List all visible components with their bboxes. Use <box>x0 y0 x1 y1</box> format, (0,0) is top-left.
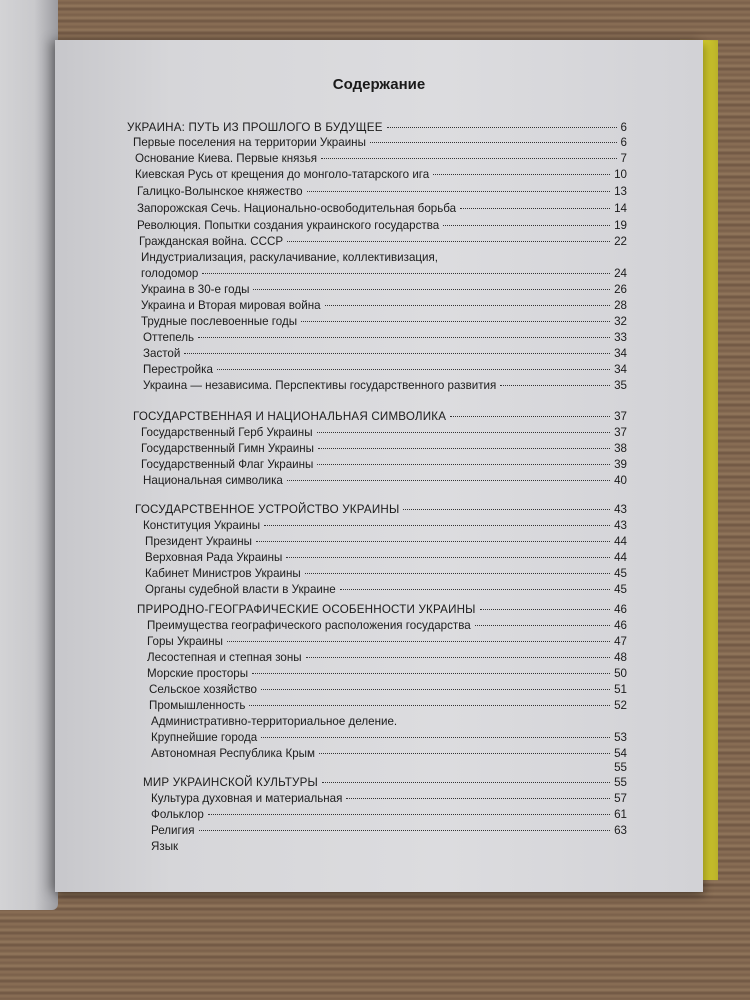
toc-entry-page-number: 35 <box>614 379 627 392</box>
book-page <box>55 40 703 892</box>
toc-entry-label: Застой <box>143 347 181 360</box>
toc-entry-page-number: 34 <box>614 363 627 376</box>
toc-entry-page-number: 39 <box>614 458 627 471</box>
toc-entry-label: Киевская Русь от крещения до монголо-татарского ига <box>135 168 430 181</box>
toc-entry-page-number: 6 <box>620 121 627 134</box>
toc-entry-page-number: 28 <box>614 299 627 312</box>
toc-entry-label: Украина — независима. Перспективы государственного развития <box>143 379 497 392</box>
toc-entry <box>145 551 627 565</box>
dot-leader <box>217 369 610 370</box>
toc-entry-label: Кабинет Министров Украины <box>145 567 301 580</box>
toc-entry <box>145 535 627 549</box>
toc-entry <box>151 731 627 745</box>
toc-entry <box>145 583 627 597</box>
toc-entry-page-number: 43 <box>614 503 627 516</box>
dot-leader <box>199 830 611 831</box>
toc-entry-page-number: 46 <box>614 619 627 632</box>
toc-entry <box>141 315 627 329</box>
toc-entry <box>137 185 627 199</box>
toc-entry <box>141 299 627 313</box>
toc-entry-label: Конституция Украины <box>143 519 261 532</box>
toc-entry-label: голодомор <box>141 267 199 280</box>
toc-entry-label: Верховная Рада Украины <box>145 551 283 564</box>
toc-entry <box>141 458 627 472</box>
toc-entry-page-number: 37 <box>614 410 627 423</box>
dot-leader <box>443 225 610 226</box>
toc-entry-page-number: 50 <box>614 667 627 680</box>
toc-entry <box>141 283 627 297</box>
dot-leader <box>306 657 610 658</box>
toc-entry <box>147 635 627 649</box>
toc-entry-page-number: 46 <box>614 603 627 616</box>
toc-entry-page-number: 14 <box>614 202 627 215</box>
toc-entry <box>151 792 627 806</box>
toc-entry-page-number: 34 <box>614 347 627 360</box>
toc-entry-label: Государственный Герб Украины <box>141 426 313 439</box>
dot-leader <box>317 432 611 433</box>
toc-entry-page-number: 33 <box>614 331 627 344</box>
toc-entry <box>135 152 627 166</box>
toc-entry-page-number: 45 <box>614 583 627 596</box>
dot-leader <box>387 127 617 128</box>
toc-entry-label: ГОСУДАРСТВЕННАЯ И НАЦИОНАЛЬНАЯ СИМВОЛИКА <box>133 410 447 423</box>
toc-entry-label: Религия <box>151 824 195 837</box>
toc-entry-label: Галицко-Волынское княжество <box>137 185 303 198</box>
toc-entry <box>143 331 627 345</box>
dot-leader <box>184 353 610 354</box>
table-of-contents <box>55 40 703 892</box>
toc-entry-label: Национальная символика <box>143 474 283 487</box>
toc-entry-page-number: 54 <box>614 747 627 760</box>
toc-entry-label: Административно-территориальное деление. <box>151 715 398 728</box>
toc-entry-label: Перестройка <box>143 363 213 376</box>
dot-leader <box>433 174 610 175</box>
toc-entry-page-number: 52 <box>614 699 627 712</box>
toc-entry-page-number: 44 <box>614 551 627 564</box>
toc-section-entry <box>127 121 627 135</box>
toc-entry <box>141 267 627 281</box>
toc-entry <box>151 824 627 838</box>
dot-leader <box>450 416 610 417</box>
toc-entry <box>151 761 627 775</box>
toc-entry <box>147 667 627 681</box>
toc-entry-page-number: 48 <box>614 651 627 664</box>
toc-entry-label: Гражданская война. СССР <box>139 235 284 248</box>
toc-entry-label: Сельское хозяйство <box>149 683 257 696</box>
toc-entry-page-number: 45 <box>614 567 627 580</box>
toc-entry-label: Лесостепная и степная зоны <box>147 651 302 664</box>
dot-leader <box>253 289 610 290</box>
toc-entry-page-number: 26 <box>614 283 627 296</box>
toc-entry-label: Морские просторы <box>147 667 249 680</box>
page-title: Содержание <box>332 76 426 93</box>
toc-entry-label: Горы Украины <box>147 635 223 648</box>
left-page-edge <box>0 0 58 910</box>
toc-entry-page-number: 37 <box>614 426 627 439</box>
toc-entry-label: ПРИРОДНО-ГЕОГРАФИЧЕСКИЕ ОСОБЕННОСТИ УКРАИНЫ <box>137 603 476 616</box>
toc-entry <box>149 699 627 713</box>
toc-entry-page-number: 44 <box>614 535 627 548</box>
toc-entry-label: Промышленность <box>149 699 246 712</box>
dot-leader <box>208 814 610 815</box>
dot-leader <box>261 737 610 738</box>
dot-leader <box>321 158 616 159</box>
toc-entry-label: Запорожская Сечь. Национально-освободительная борьба <box>137 202 457 215</box>
dot-leader <box>301 321 610 322</box>
dot-leader <box>325 305 611 306</box>
toc-entry-label: Государственный Гимн Украины <box>141 442 314 455</box>
dot-leader <box>256 541 610 542</box>
toc-entry-label: Украина в 30-е годы <box>141 283 250 296</box>
toc-entry-page-number: 57 <box>614 792 627 805</box>
dot-leader <box>305 573 610 574</box>
toc-entry-label: Индустриализация, раскулачивание, коллективизация, <box>141 251 439 264</box>
dot-leader <box>318 448 610 449</box>
dot-leader <box>198 337 610 338</box>
toc-section-entry <box>135 503 627 517</box>
toc-entry-page-number: 7 <box>620 152 627 165</box>
dot-leader <box>346 798 610 799</box>
toc-entry-page-number: 47 <box>614 635 627 648</box>
dot-leader <box>480 609 610 610</box>
toc-section-entry <box>137 603 627 617</box>
toc-entry-label: МИР УКРАИНСКОЙ КУЛЬТУРЫ <box>143 776 318 789</box>
toc-entry-label: Культура духовная и материальная <box>151 792 343 805</box>
dot-leader <box>307 191 611 192</box>
toc-entry-label: Государственный Флаг Украины <box>141 458 314 471</box>
toc-entry <box>139 235 627 249</box>
toc-entry-page-number: 32 <box>614 315 627 328</box>
toc-entry-label: Органы судебной власти в Украине <box>145 583 336 596</box>
dot-leader <box>460 208 610 209</box>
dot-leader <box>500 385 610 386</box>
toc-entry-page-number: 19 <box>614 219 627 232</box>
toc-entry-label: ГОСУДАРСТВЕННОЕ УСТРОЙСТВО УКРАИНЫ <box>135 503 400 516</box>
dot-leader <box>264 525 610 526</box>
toc-entry-label: Оттепель <box>143 331 195 344</box>
dot-leader <box>319 753 610 754</box>
toc-entry-page-number: 55 <box>614 761 627 774</box>
dot-leader <box>252 673 610 674</box>
toc-entry-label: Президент Украины <box>145 535 252 548</box>
toc-entry-label: Преимущества географического расположения государства <box>147 619 471 632</box>
toc-section-entry <box>133 410 627 424</box>
toc-entry <box>133 136 627 150</box>
toc-entry-page-number: 22 <box>614 235 627 248</box>
toc-entry-label: Автономная Республика Крым <box>151 747 315 760</box>
toc-entry <box>147 651 627 665</box>
toc-entry-page-number: 6 <box>620 136 627 149</box>
toc-entry <box>143 519 627 533</box>
toc-entry-label: Революция. Попытки создания украинского государства <box>137 219 440 232</box>
toc-entry <box>141 251 627 265</box>
dot-leader <box>403 509 610 510</box>
toc-entry-label: Основание Киева. Первые князья <box>135 152 318 165</box>
dot-leader <box>261 689 610 690</box>
dot-leader <box>227 641 610 642</box>
toc-entry <box>143 363 627 377</box>
dot-leader <box>249 705 610 706</box>
dot-leader <box>202 273 610 274</box>
toc-entry-label: Украина и Вторая мировая война <box>141 299 321 312</box>
toc-section-entry <box>143 776 627 790</box>
toc-entry-label: Крупнейшие города <box>151 731 258 744</box>
toc-entry <box>151 715 627 729</box>
toc-entry <box>151 808 627 822</box>
toc-entry-page-number: 61 <box>614 808 627 821</box>
toc-entry <box>145 567 627 581</box>
toc-entry-page-number: 55 <box>614 776 627 789</box>
toc-entry-label: Язык <box>151 840 179 853</box>
dot-leader <box>370 142 617 143</box>
toc-entry-page-number: 40 <box>614 474 627 487</box>
toc-entry <box>143 474 627 488</box>
toc-entry <box>137 202 627 216</box>
toc-entry-page-number: 13 <box>614 185 627 198</box>
toc-entry-label: УКРАИНА: ПУТЬ ИЗ ПРОШЛОГО В БУДУЩЕЕ <box>127 121 383 134</box>
toc-entry-page-number: 51 <box>614 683 627 696</box>
toc-entry-page-number: 10 <box>614 168 627 181</box>
toc-entry <box>137 219 627 233</box>
dot-leader <box>287 241 610 242</box>
dot-leader <box>286 557 610 558</box>
dot-leader <box>287 480 610 481</box>
toc-entry-page-number: 43 <box>614 519 627 532</box>
dot-leader <box>322 782 610 783</box>
toc-entry-label: Первые поселения на территории Украины <box>133 136 366 149</box>
dot-leader <box>340 589 610 590</box>
toc-entry-page-number: 38 <box>614 442 627 455</box>
toc-entry-label: Трудные послевоенные годы <box>141 315 298 328</box>
toc-entry <box>143 347 627 361</box>
toc-entry <box>151 840 627 854</box>
toc-entry <box>141 442 627 456</box>
toc-entry-page-number: 24 <box>614 267 627 280</box>
toc-entry <box>135 168 627 182</box>
toc-entry <box>147 619 627 633</box>
toc-entry-page-number: 53 <box>614 731 627 744</box>
toc-entry-label: Фольклор <box>151 808 204 821</box>
toc-entry-page-number: 63 <box>614 824 627 837</box>
dot-leader <box>475 625 610 626</box>
toc-entry <box>143 379 627 393</box>
toc-entry <box>141 426 627 440</box>
dot-leader <box>317 464 610 465</box>
toc-entry <box>149 683 627 697</box>
toc-entry <box>151 747 627 761</box>
